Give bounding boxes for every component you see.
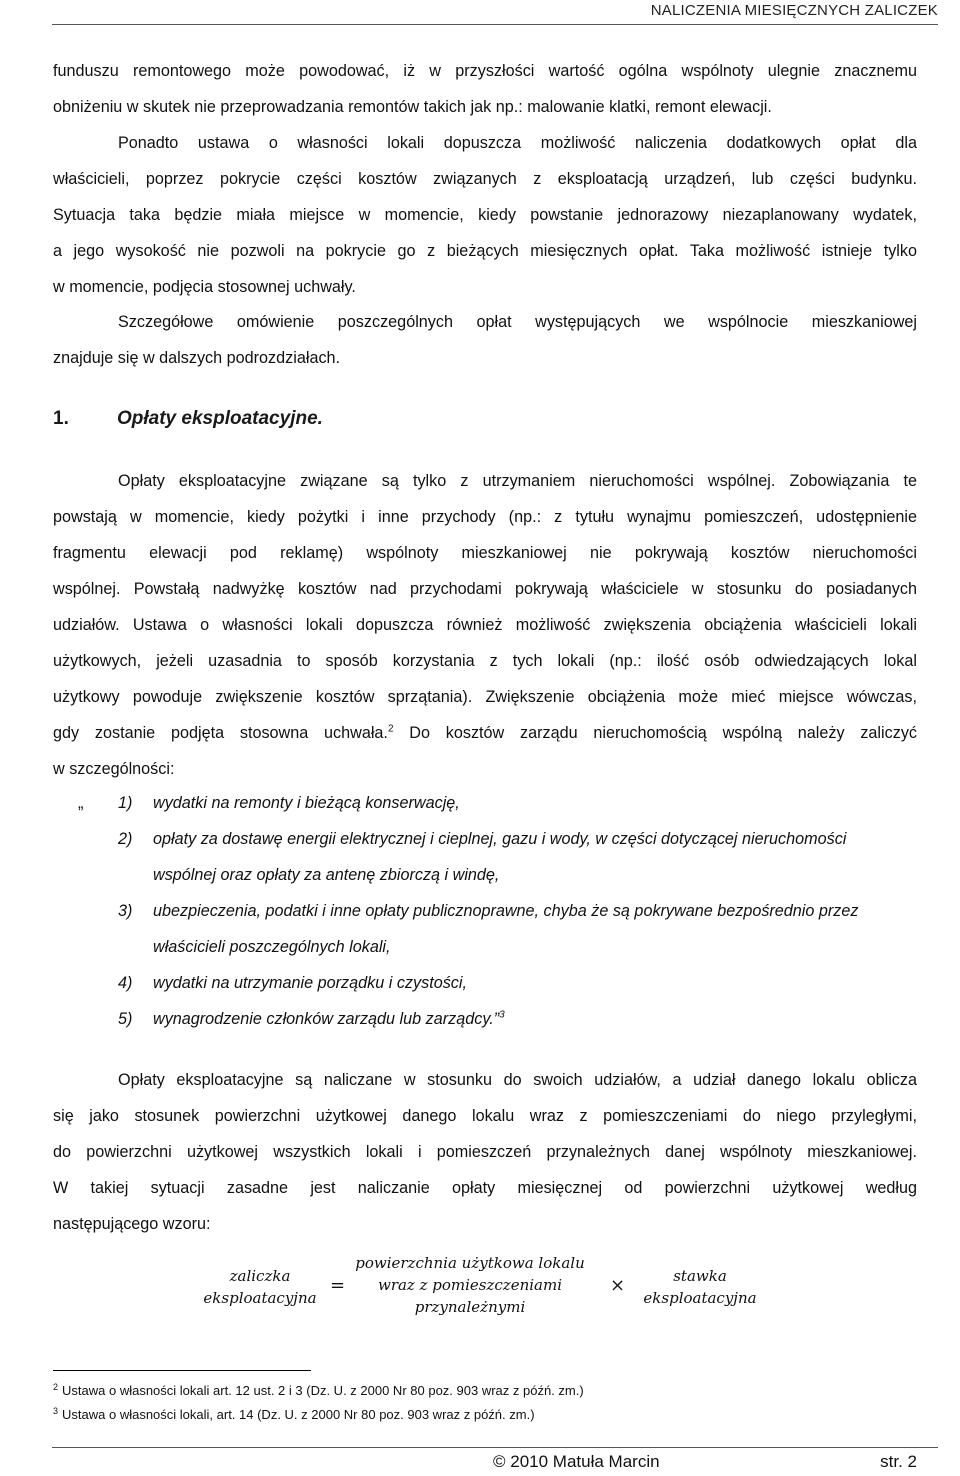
times-sign: ×: [610, 1275, 626, 1296]
list-text: wydatki na utrzymanie porządku i czystości,: [153, 974, 467, 992]
text-line: następującego wzoru:: [53, 1215, 211, 1233]
running-header: NALICZENIA MIESIĘCZNYCH ZALICZEK: [650, 2, 938, 19]
text-line: w momencie, podjęcia stosownej uchwały.: [53, 278, 356, 296]
text-line: się jako stosunek powierzchni użytkowej danego lokalu wraz z pomieszczeniami do niego przyległymi,: [53, 1107, 917, 1125]
list-number: 1): [118, 794, 133, 812]
text-line: Szczegółowe omówienie poszczególnych opłat występujących we wspólnocie mieszkaniowej: [118, 313, 917, 331]
list-number: 3): [118, 902, 133, 920]
text-line: do powierzchni użytkowej wszystkich lokali i pomieszczeń przynależnych danej wspólnoty mieszkaniowej.: [53, 1143, 917, 1161]
section-heading: [53, 408, 323, 430]
text-line: fragmentu elewacji pod reklamę) wspólnoty mieszkaniowej nie pokrywają kosztów nieruchomości: [53, 544, 917, 562]
quote-close: ”: [493, 1010, 500, 1028]
header-divider: [52, 24, 938, 25]
list-text: ubezpieczenia, podatki i inne opłaty publicznoprawne, chyba że są pokrywane bezpośrednio przez: [153, 902, 859, 920]
list-item: [53, 965, 917, 1001]
list-number: 2): [118, 830, 133, 848]
text-line: wspólnej. Powstałą nadwyżkę kosztów nad przychodami pokrywają właściciele w stosunku do posiadanych: [53, 580, 917, 598]
list-text: opłaty za dostawę energii elektrycznej i cieplnej, gazu i wody, w części dotyczącej nieruchomości: [153, 830, 847, 848]
paragraph-2: [53, 197, 917, 305]
footnote-text: Ustawa o własności lokali art. 12 ust. 2 i 3 (Dz. U. z 2000 Nr 80 poz. 903 wraz z późń. zm.): [62, 1383, 584, 1398]
list-item: [53, 893, 917, 929]
list-text-continued: wspólnej oraz opłaty za antenę zbiorczą i windę,: [153, 866, 500, 884]
paragraph-5: [53, 1062, 917, 1242]
text-line: właścicieli, poprzez pokrycie części kosztów związanych z eksploatacją urządzeń, lub części budynku.: [53, 170, 917, 188]
paragraph-4: [53, 463, 917, 787]
list-item: [53, 821, 917, 857]
copyright-text: © 2010 Matuła Marcin: [493, 1452, 660, 1471]
formula: [190, 1252, 790, 1324]
text-segment: Do kosztów zarządu nieruchomością wspólną należy zaliczyć: [393, 724, 917, 742]
footnote: [53, 1403, 917, 1427]
cost-list: [53, 785, 917, 1037]
text-line: Opłaty eksploatacyjne są naliczane w stosunku do swoich udziałów, a udział danego lokalu oblicza: [118, 1071, 917, 1089]
footnote-separator: [53, 1370, 311, 1371]
text-line: obniżeniu w skutek nie przeprowadzania remontów takich jak np.: malowanie klatki, remont elewacji.: [53, 98, 772, 116]
text-line: W takiej sytuacji zasadne jest naliczanie opłaty miesięcznej od powierzchni użytkowej według: [53, 1179, 917, 1197]
section-number: 1.: [53, 408, 69, 429]
text-line: użytkowych, jeżeli uzasadnia to sposób korzystania z tych lokali (np.: ilość osób odwiedzających lokal: [53, 652, 917, 670]
text-line: Sytuacja taka będzie miała miejsce w momencie, kiedy powstanie jednorazowy niezaplanowany wydatek,: [53, 206, 917, 224]
list-text: wynagrodzenie członków zarządu lub zarządcy.”$^3$: [153, 1009, 505, 1028]
page-footer: [493, 1452, 917, 1476]
quote-open: „: [78, 794, 84, 812]
paragraph-3: [53, 304, 917, 376]
footnote-mark: 3: [53, 1405, 59, 1416]
footnote-mark: 2: [53, 1381, 59, 1392]
footnote-ref[interactable]: 2: [387, 723, 394, 735]
list-number: 5): [118, 1010, 133, 1028]
list-text-continued: właścicieli poszczególnych lokali,: [153, 938, 391, 956]
text-line: udziałów. Ustawa o własności lokali dopuszcza również możliwość zwiększenia obciążenia właścicieli lokali: [53, 616, 917, 634]
footer-divider: [52, 1447, 938, 1448]
footnotes: [53, 1379, 917, 1427]
list-item: [53, 785, 917, 821]
text-line: znajduje się w dalszych podrozdziałach.: [53, 349, 341, 367]
footnote: [53, 1379, 917, 1403]
text-line: Ponadto ustawa o własności lokali dopuszcza możliwość naliczenia dodatkowych opłat dla: [118, 134, 917, 152]
text-line: powstają w momencie, kiedy pożytki i inne przychody (np.: z tytułu wynajmu pomieszczeń, udostępnienie: [53, 508, 917, 526]
list-number: 4): [118, 974, 133, 992]
text-line: w szczególności:: [53, 760, 175, 778]
formula-rhs: stawka eksploatacyjna: [643, 1267, 757, 1307]
list-text: wydatki na remonty i bieżącą konserwację,: [153, 794, 460, 812]
text-line: funduszu remontowego może powodować, iż w przyszłości wartość ogólna wspólnoty ulegnie znacznemu: [53, 62, 917, 80]
list-item: [53, 1001, 917, 1037]
text-line: a jego wysokość nie pozwoli na pokrycie go z bieżących miesięcznych opłat. Taka możliwość istnieje tylko: [53, 242, 917, 260]
page-number: str. 2: [880, 1452, 917, 1471]
text-line: Opłaty eksploatacyjne związane są tylko z utrzymaniem nieruchomości wspólnej. Zobowiązania te: [118, 472, 917, 490]
footnote-text: Ustawa o własności lokali, art. 14 (Dz. U. z 2000 Nr 80 poz. 903 wraz z późń. zm.): [62, 1407, 535, 1422]
equals-sign: =: [330, 1275, 346, 1296]
text-line: użytkowy powoduje zwiększenie kosztów sprzątania). Zwiększenie obciążenia może mieć miejsce wówczas,: [53, 688, 917, 706]
text-segment: gdy zostanie podjęta stosowna uchwała.: [53, 724, 388, 742]
text-line-with-footnote: [53, 715, 917, 751]
footnote-ref[interactable]: 3: [499, 1009, 505, 1021]
formula-middle: powierzchnia użytkowa lokalu wraz z pomieszczeniami przynależnymi: [355, 1254, 585, 1316]
section-title: Opłaty eksploatacyjne.: [117, 408, 323, 429]
paragraph-1: [53, 53, 917, 197]
formula-lhs: zaliczka eksploatacyjna: [203, 1267, 317, 1307]
